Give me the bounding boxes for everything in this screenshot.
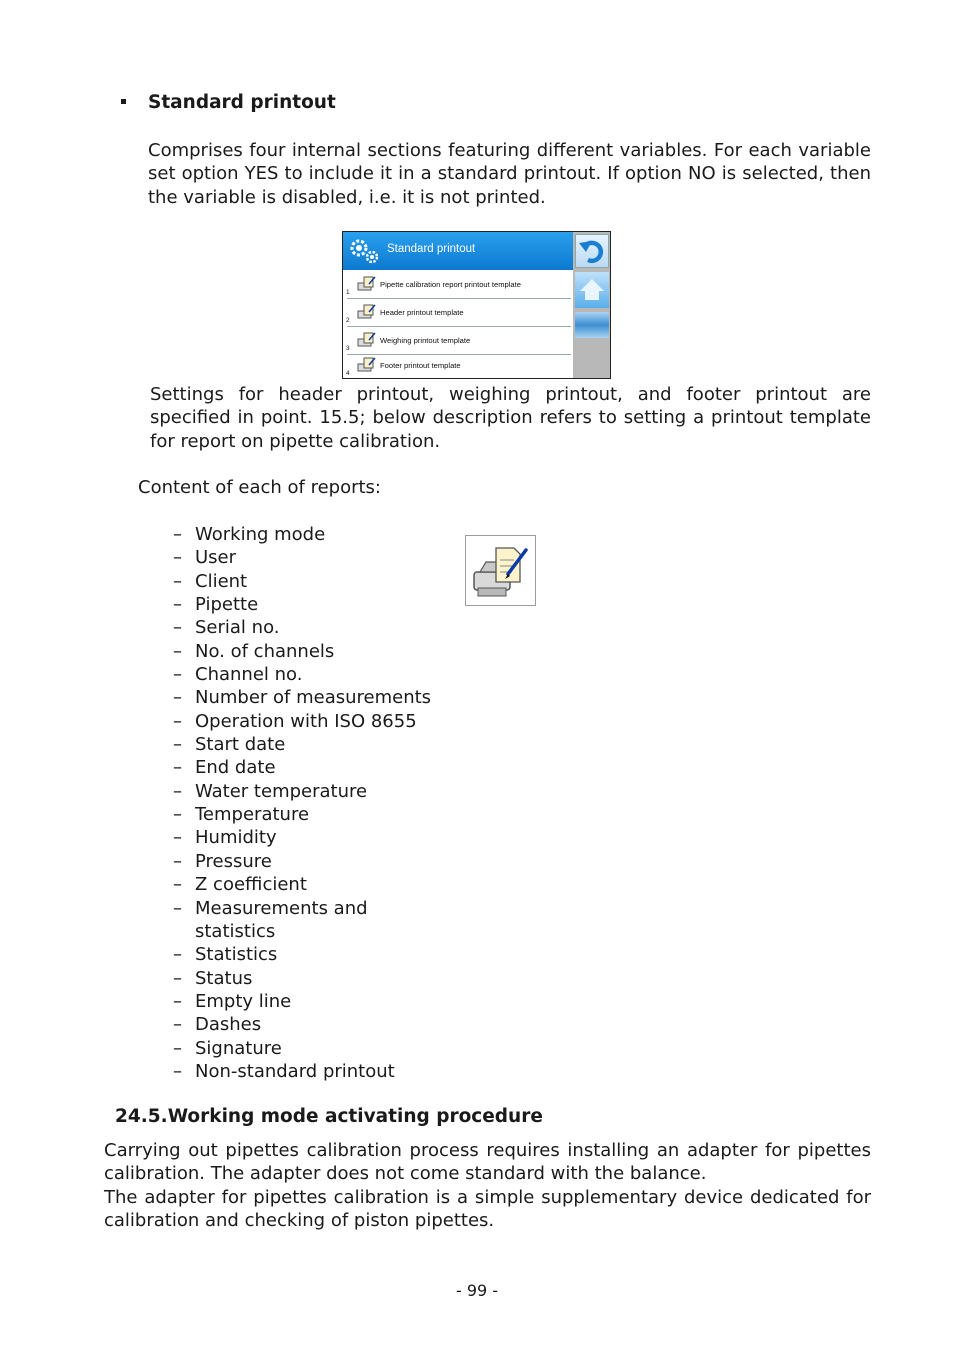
list-item — [173, 663, 431, 686]
list-item — [173, 546, 431, 569]
list-item — [173, 850, 431, 873]
dash-bullet: – — [173, 804, 182, 826]
list-item-label: End date — [195, 757, 276, 779]
item-number: 1 — [346, 289, 350, 296]
item-number: 3 — [346, 345, 350, 352]
page-number: - 99 - — [455, 1281, 499, 1300]
list-item-label: Number of measurements — [195, 687, 432, 709]
list-item — [173, 616, 431, 639]
list-item — [173, 967, 431, 990]
dash-bullet: – — [173, 874, 182, 896]
list-item — [173, 686, 431, 709]
section-24-5-paragraph-1 — [104, 1139, 871, 1186]
settings-paragraph-text: Settings for header printout, weighing printout, and footer printout are specified in point. 15.5; below description refers to setting a printout template for report on pipette calibration. — [150, 384, 871, 452]
scrollbar[interactable] — [575, 312, 609, 338]
list-item — [173, 1060, 431, 1083]
printer-template-icon — [357, 357, 377, 373]
dash-bullet: – — [173, 617, 182, 639]
section-number: 24.5. — [115, 1106, 168, 1127]
item-label: Pipette calibration report printout template — [380, 280, 521, 289]
dash-bullet: – — [173, 687, 182, 709]
content-intro: Content of each of reports: — [138, 477, 381, 498]
dash-bullet: – — [173, 570, 182, 592]
list-item — [173, 570, 431, 593]
list-item-label: Start date — [195, 734, 286, 756]
list-item-label: Pipette — [195, 594, 259, 616]
item-label: Header printout template — [380, 308, 464, 317]
bullet-square-icon — [121, 99, 126, 104]
dash-bullet: – — [173, 664, 182, 686]
dash-bullet: – — [173, 827, 182, 849]
home-up-icon — [575, 272, 609, 308]
list-item — [173, 593, 431, 616]
screen-header — [343, 232, 573, 270]
section-24-5-heading — [115, 1106, 543, 1127]
list-item — [173, 733, 431, 756]
dash-bullet: – — [173, 1037, 182, 1059]
dash-bullet: – — [173, 780, 182, 802]
standard-paragraph-text: Comprises four internal sections featuring different variables. For each variable set option YES to include it in a standard printout. If option NO is selected, then the variable is disabled, i.e. it is not printed. — [148, 140, 871, 208]
list-item-label: Working mode — [195, 524, 326, 545]
list-item — [173, 756, 431, 779]
list-item — [173, 826, 431, 849]
list-item — [173, 943, 431, 966]
list-item-label: Empty line — [195, 990, 292, 1012]
list-item — [173, 523, 431, 546]
list-item — [173, 710, 431, 733]
paragraph-text: The adapter for pipettes calibration is a simple supplementary device dedicated for calibration and checking of piston pipettes. — [104, 1187, 871, 1232]
item-label: Footer printout template — [380, 361, 461, 370]
dash-bullet: – — [173, 1014, 182, 1036]
section-24-5-paragraph-2 — [104, 1186, 871, 1233]
item-number: 4 — [346, 370, 350, 377]
item-label: Weighing printout template — [380, 336, 471, 345]
dash-bullet: – — [173, 897, 182, 919]
list-item-label: Serial no. — [195, 617, 280, 639]
list-item-label: Signature — [195, 1037, 282, 1059]
dash-bullet: – — [173, 944, 182, 966]
dash-bullet: – — [173, 990, 182, 1012]
section-title: Working mode activating procedure — [167, 1106, 543, 1127]
list-item — [173, 1013, 431, 1036]
printer-template-icon — [357, 332, 377, 348]
list-item-label: Channel no. — [195, 664, 303, 686]
dash-bullet: – — [173, 734, 182, 756]
list-item — [173, 780, 431, 803]
list-item[interactable] — [347, 328, 571, 355]
list-item-label: Operation with ISO 8655 — [195, 710, 417, 732]
list-item — [173, 640, 431, 663]
list-item — [173, 990, 431, 1013]
back-arrow-icon — [576, 235, 608, 267]
list-item — [173, 803, 431, 826]
screen-title: Standard printout — [387, 243, 476, 255]
list-item[interactable] — [347, 353, 571, 379]
dash-bullet: – — [173, 967, 182, 989]
printer-template-icon — [466, 536, 535, 605]
list-item-label: Client — [195, 570, 248, 592]
printer-template-icon — [357, 276, 377, 292]
list-item — [173, 1037, 431, 1060]
dash-bullet: – — [173, 640, 182, 662]
list-item-label: Statistics — [195, 944, 278, 966]
section-title: Standard printout — [148, 92, 336, 113]
list-item-label: Temperature — [195, 804, 310, 826]
dash-bullet: – — [173, 547, 182, 569]
paragraph-text: Carrying out pipettes calibration process requires installing an adapter for pipettes calibration. The adapter does not come standard with the balance. — [104, 1140, 871, 1185]
dash-bullet: – — [173, 524, 182, 545]
list-item-label: Dashes — [195, 1014, 262, 1036]
list-item-label: Water temperature — [195, 780, 368, 802]
list-item-label: No. of channels — [195, 640, 335, 662]
settings-paragraph — [150, 383, 871, 453]
list-item — [173, 897, 405, 944]
list-item[interactable] — [347, 272, 571, 299]
list-item-label: User — [195, 547, 237, 569]
back-button[interactable] — [575, 234, 609, 268]
printer-template-icon — [357, 304, 377, 320]
list-item-label: Status — [195, 967, 253, 989]
list-item — [173, 873, 431, 896]
report-items-list — [173, 523, 431, 1083]
dash-bullet: – — [173, 1060, 182, 1082]
dash-bullet: – — [173, 850, 182, 872]
list-item-label: Non-standard printout — [195, 1060, 395, 1082]
item-number: 2 — [346, 317, 350, 324]
list-item-label: Measurements and statistics — [195, 897, 368, 942]
list-item[interactable] — [347, 300, 571, 327]
list-item-label: Pressure — [195, 850, 272, 872]
list-item-label: Z coefficient — [195, 874, 307, 896]
dash-bullet: – — [173, 710, 182, 732]
settings-gears-icon — [348, 237, 382, 265]
list-item-label: Humidity — [195, 827, 277, 849]
dash-bullet: – — [173, 757, 182, 779]
home-button[interactable] — [575, 272, 609, 308]
standard-printout-screen — [342, 231, 611, 379]
printer-template-icon-box — [465, 535, 536, 606]
dash-bullet: – — [173, 594, 182, 616]
standard-paragraph — [148, 139, 871, 209]
